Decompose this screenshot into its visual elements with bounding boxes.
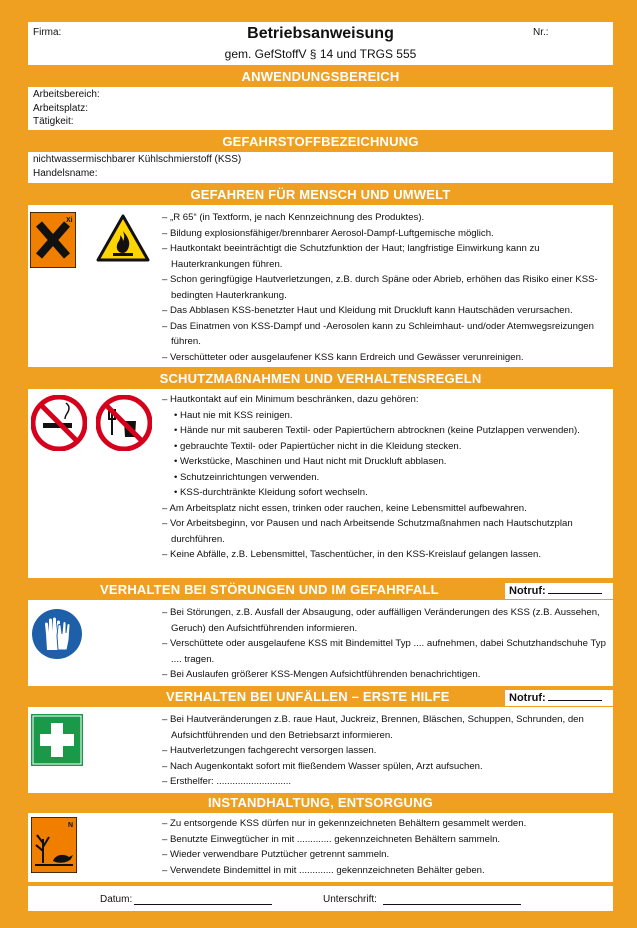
first-aid-icon bbox=[31, 714, 83, 766]
list-item: – Am Arbeitsplatz nicht essen, trinken oder rauchen, keine Lebensmittel aufbewahren. bbox=[162, 502, 527, 514]
notruf-field-stoerungen[interactable] bbox=[505, 583, 613, 599]
entsorgung-list bbox=[162, 816, 607, 878]
list-item: – Keine Abfälle, z.B. Lebensmittel, Taschentücher, in den KSS-Kreislauf gelangen lassen. bbox=[162, 549, 542, 560]
stoerungen-box bbox=[28, 600, 613, 686]
list-item: – Verschüttete oder ausgelaufene KSS mit Bindemittel Typ .... aufnehmen, dabei Schutzhandschuhe Typ .... tragen. bbox=[162, 638, 606, 665]
no-food-drink-icon bbox=[96, 395, 152, 451]
schutzmassnahmen-list bbox=[162, 392, 607, 563]
handelsname-label: Handelsname: bbox=[33, 167, 98, 179]
list-item: – Bei Auslaufen größerer KSS-Mengen Aufsichtführenden benachrichtigen. bbox=[162, 669, 481, 680]
arbeitsplatz-label: Arbeitsplatz: bbox=[33, 102, 89, 114]
list-item: – Wieder verwendbare Putztücher getrennt sammeln. bbox=[162, 849, 390, 860]
section-heading-schutzmassnahmen: SCHUTZMAßNAHMEN UND VERHALTENSREGELN bbox=[159, 371, 482, 386]
list-item: • Werkstücke, Maschinen und Haut nicht mit Druckluft abblasen. bbox=[174, 456, 447, 467]
list-item: – Zu entsorgende KSS dürfen nur in gekennzeichneten Behältern gesammelt werden. bbox=[162, 818, 527, 829]
document-title: Betriebsanweisung bbox=[247, 25, 394, 42]
list-item: – Hautkontakt beeinträchtigt die Schutzfunktion der Haut; langfristige Einwirkung kann zu Hauterkrankungen führen. bbox=[162, 243, 540, 270]
list-item: • KSS-durchtränkte Kleidung sofort wechseln. bbox=[174, 487, 368, 498]
list-item: – Bei Störungen, z.B. Ausfall der Absaugung, oder auffälligen Veränderungen des KSS (z.B. Aussehen, Geruch) den Aufsichtführenden informieren. bbox=[162, 607, 600, 634]
datum-label: Datum: bbox=[100, 894, 133, 905]
gefahrstoff-box bbox=[28, 152, 613, 183]
unterschrift-label: Unterschrift: bbox=[323, 894, 377, 905]
xi-label: Xi bbox=[66, 217, 73, 224]
arbeitsbereich-label: Arbeitsbereich: bbox=[33, 89, 100, 100]
notruf-label: Notruf: bbox=[509, 585, 546, 597]
section-heading-anwendungsbereich: ANWENDUNGSBEREICH bbox=[241, 69, 400, 84]
irritant-xi-icon bbox=[30, 212, 76, 268]
gefahren-box bbox=[28, 205, 613, 367]
list-item: – Schon geringfügige Hautverletzungen, z.B. durch Späne oder Abrieb, erhöhen das Risiko einer KSS-bedingten Hauterkrankung. bbox=[162, 274, 598, 301]
entsorgung-box bbox=[28, 813, 613, 882]
taetigkeit-label: Tätigkeit: bbox=[33, 116, 74, 127]
nr-label: Nr.: bbox=[533, 27, 549, 38]
unfaelle-heading-text: VERHALTEN BEI UNFÄLLEN – ERSTE HILFE bbox=[166, 689, 450, 704]
section-heading-gefahren: GEFAHREN FÜR MENSCH UND UMWELT bbox=[190, 187, 451, 202]
footer-box bbox=[28, 886, 613, 911]
section-heading-gefahrstoff: GEFAHRSTOFFBEZEICHNUNG bbox=[222, 134, 419, 149]
firma-label: Firma: bbox=[33, 27, 62, 38]
stoerungen-heading-text: VERHALTEN BEI STÖRUNGEN UND IM GEFAHRFALL bbox=[100, 582, 439, 597]
notruf-line bbox=[548, 583, 602, 594]
notruf-line bbox=[548, 690, 602, 701]
list-item: • Hände nur mit sauberen Textil- oder Papiertüchern abtrocknen (keine Putzlappen verwenden). bbox=[174, 425, 580, 436]
list-item: – Verwendete Bindemittel in mit ............. gekennzeichneten Behälter geben. bbox=[162, 864, 485, 876]
schutzmassnahmen-box bbox=[28, 389, 613, 578]
list-item: – Ersthelfer: ............................ bbox=[162, 776, 292, 787]
list-item: – Benutzte Einwegtücher in mit ............. gekennzeichneten Behältern sammeln. bbox=[162, 833, 501, 845]
list-item: • Haut nie mit KSS reinigen. bbox=[174, 409, 293, 421]
wear-gloves-icon bbox=[31, 608, 83, 660]
list-item: – Vor Arbeitsbeginn, vor Pausen und nach Arbeitsende Schutzmaßnahmen nach Hautschutzplan durchführen. bbox=[162, 518, 573, 545]
list-item: – Das Abblasen KSS-benetzter Haut und Kleidung mit Druckluft kann Hautschäden verursachen. bbox=[162, 305, 573, 316]
list-item: • Schutzeinrichtungen verwenden. bbox=[174, 471, 320, 483]
list-item: – „R 65“ (in Textform, je nach Kennzeichnung des Produktes). bbox=[162, 212, 425, 223]
unfaelle-box bbox=[28, 707, 613, 793]
environment-hazard-icon bbox=[31, 817, 77, 873]
header-box bbox=[28, 22, 613, 65]
no-smoking-icon bbox=[31, 395, 87, 451]
list-item: • gebrauchte Textil- oder Papiertücher nicht in die Kleidung stecken. bbox=[174, 440, 462, 452]
list-item: – Bei Hautveränderungen z.B. raue Haut, Juckreiz, Brennen, Bläschen, Schuppen, Schrunden, den Aufsichtführenden und den Betriebsarzt informieren. bbox=[162, 714, 584, 741]
n-label: N bbox=[68, 822, 74, 829]
anwendungsbereich-box bbox=[28, 87, 613, 130]
flammable-warning-icon bbox=[95, 213, 151, 263]
list-item: – Hautkontakt auf ein Minimum beschränken, dazu gehören: bbox=[162, 394, 419, 405]
unfaelle-list bbox=[162, 712, 607, 790]
list-item: – Das Einatmen von KSS-Dampf und -Aerosolen kann zu Schleimhaut- und/oder Atemwegsreizungen führen. bbox=[162, 320, 594, 347]
gefahren-list bbox=[162, 210, 607, 365]
section-heading-entsorgung: INSTANDHALTUNG, ENTSORGUNG bbox=[208, 795, 433, 810]
list-item: – Nach Augenkontakt sofort mit fließendem Wasser spülen, Arzt aufsuchen. bbox=[162, 760, 483, 772]
datum-field[interactable] bbox=[134, 904, 272, 905]
notruf-label: Notruf: bbox=[509, 692, 546, 704]
stoff-name: nichtwassermischbarer Kühlschmierstoff (KSS) bbox=[33, 154, 242, 165]
list-item: – Verschütteter oder ausgelaufener KSS kann Erdreich und Gewässer verunreinigen. bbox=[162, 351, 524, 363]
notruf-field-unfaelle[interactable] bbox=[505, 690, 613, 706]
unterschrift-field[interactable] bbox=[383, 904, 521, 905]
document-subtitle: gem. GefStoffV § 14 und TRGS 555 bbox=[224, 47, 417, 61]
stoerungen-list bbox=[162, 605, 607, 683]
list-item: – Bildung explosionsfähiger/brennbarer Aerosol-Dampf-Luftgemische möglich. bbox=[162, 227, 494, 239]
list-item: – Hautverletzungen fachgerecht versorgen lassen. bbox=[162, 745, 377, 756]
